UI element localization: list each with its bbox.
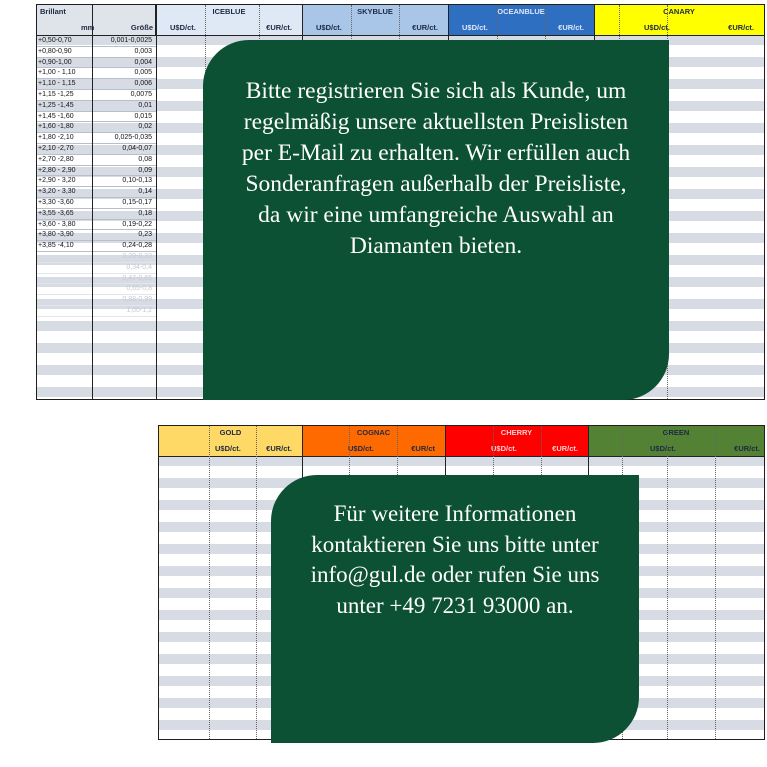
grid-line bbox=[715, 426, 716, 739]
groesse-cell: 0,14 bbox=[138, 188, 152, 196]
usd-label: U$D/ct. bbox=[644, 23, 670, 32]
mm-cell: +1,25 -1,45 bbox=[38, 101, 74, 109]
table-row bbox=[37, 209, 156, 220]
groesse-cell: 0,15-0,17 bbox=[122, 199, 152, 206]
groesse-cell: 0,04-0,07 bbox=[122, 145, 152, 152]
canary-name: CANARY bbox=[663, 7, 695, 16]
groesse-cell: 0,001-0,0025 bbox=[110, 37, 152, 44]
groesse-cell: 0,24-0,28 bbox=[122, 242, 152, 250]
table-row bbox=[37, 166, 156, 177]
oceanblue-name: OCEANBLUE bbox=[497, 7, 545, 16]
groesse-label: Größe bbox=[130, 23, 153, 32]
groesse-cell: 0,23 bbox=[138, 231, 152, 239]
table-row bbox=[37, 198, 156, 209]
groesse-cell: 0,47-0,65 bbox=[122, 274, 152, 282]
cherry-header bbox=[445, 426, 588, 456]
mm-cell: +2,90 - 3,20 bbox=[38, 177, 76, 185]
table-row bbox=[37, 284, 156, 295]
table-row bbox=[37, 58, 156, 69]
cognac-header bbox=[302, 426, 445, 456]
groesse-cell: 0,025-0,035 bbox=[114, 134, 152, 142]
eur-label: €UR/ct bbox=[411, 444, 435, 453]
table-row bbox=[37, 90, 156, 101]
mm-cell: +1,45 -1,60 bbox=[38, 112, 74, 120]
table-row bbox=[37, 263, 156, 274]
table-row bbox=[37, 155, 156, 166]
groesse-cell: 0,006 bbox=[134, 80, 152, 88]
mm-cell: +2,70 -2,80 bbox=[38, 155, 74, 163]
usd-label: U$D/ct. bbox=[215, 444, 241, 453]
groesse-cell: 0,18 bbox=[138, 209, 152, 217]
table-row bbox=[37, 133, 156, 144]
usd-label: U$D/ct. bbox=[316, 23, 342, 32]
brillant-label: Brillant bbox=[40, 7, 66, 16]
iceblue-name: ICEBLUE bbox=[212, 7, 246, 16]
mm-cell: +1,80 -2,10 bbox=[38, 134, 74, 142]
groesse-cell: 0,004 bbox=[134, 58, 152, 66]
groesse-cell: 0,0075 bbox=[130, 91, 152, 98]
table-row bbox=[37, 252, 156, 263]
gold-header bbox=[159, 426, 302, 456]
table-row bbox=[37, 241, 156, 252]
eur-label: €UR/ct. bbox=[552, 444, 578, 453]
cherry-name: CHERRY bbox=[500, 428, 533, 437]
mm-cell: +3,80 -3,90 bbox=[38, 231, 74, 239]
green-name: GREEN bbox=[662, 428, 690, 437]
groesse-cell: 0,10-0,13 bbox=[122, 177, 152, 185]
table-stripe bbox=[159, 456, 764, 467]
mm-cell: +3,55 -3,65 bbox=[38, 209, 74, 217]
groesse-cell: 0,65-0,8 bbox=[126, 285, 152, 293]
groesse-cell: 0,09 bbox=[138, 166, 152, 174]
table-row bbox=[37, 187, 156, 198]
brillant-header bbox=[37, 5, 156, 35]
contact-text: Für weitere Informationen kontaktieren Sie uns bitte unter info@gul.de oder rufen Sie uns unter +49 7231 93000 an. bbox=[310, 501, 600, 618]
grid-line bbox=[209, 426, 210, 739]
mm-cell: +0,90-1,00 bbox=[38, 58, 72, 66]
header-rule bbox=[159, 456, 764, 457]
usd-label: U$D/ct. bbox=[170, 23, 196, 32]
contact-callout bbox=[271, 475, 639, 743]
green-header bbox=[588, 426, 764, 456]
table-row bbox=[37, 144, 156, 155]
eur-label: €UR/ct. bbox=[734, 444, 760, 453]
usd-label: U$D/ct. bbox=[348, 444, 374, 453]
table-row bbox=[37, 306, 156, 317]
mm-cell: +1,15 -1,25 bbox=[38, 91, 74, 98]
mm-cell: +0,80-0,90 bbox=[38, 47, 72, 55]
iceblue-header bbox=[156, 5, 302, 35]
oceanblue-header bbox=[448, 5, 594, 35]
table-row bbox=[37, 176, 156, 187]
mm-cell: +3,20 - 3,30 bbox=[38, 188, 76, 196]
mm-label: mm bbox=[81, 23, 95, 32]
grid-line bbox=[92, 5, 93, 399]
table-row bbox=[37, 68, 156, 79]
skyblue-name: SKYBLUE bbox=[357, 7, 393, 16]
eur-label: €UR/ct. bbox=[558, 23, 584, 32]
mm-cell: +2,80 - 2,90 bbox=[38, 166, 76, 174]
mm-cell: +3,60 - 3,80 bbox=[38, 220, 76, 228]
groesse-cell: 0,005 bbox=[134, 69, 152, 77]
mm-cell: +0,50-0,70 bbox=[38, 37, 72, 44]
table-row bbox=[37, 122, 156, 133]
table-row bbox=[37, 36, 156, 47]
grid-line bbox=[667, 426, 668, 739]
registration-callout bbox=[203, 40, 669, 400]
table-row bbox=[37, 47, 156, 58]
groesse-cell: 0,29-0,33 bbox=[122, 253, 152, 260]
table-row bbox=[37, 295, 156, 306]
groesse-cell: 0,08 bbox=[138, 155, 152, 163]
mm-cell: +1,00 - 1,10 bbox=[38, 69, 76, 77]
table-row bbox=[37, 101, 156, 112]
table-row bbox=[37, 220, 156, 231]
grid-line bbox=[156, 5, 157, 399]
skyblue-header bbox=[302, 5, 448, 35]
groesse-cell: 0,02 bbox=[138, 123, 152, 131]
eur-label: €UR/ct. bbox=[728, 23, 754, 32]
registration-text: Bitte registrieren Sie sich als Kunde, um regelmäßig unsere aktuellsten Preislisten per E-Mail zu erhalten. Wir erfüllen auch Sonderanfragen außerhalb der Preisliste, da wir eine umfangreiche Auswahl an Diamanten bieten. bbox=[241, 78, 631, 259]
usd-label: U$D/ct. bbox=[462, 23, 488, 32]
groesse-cell: 0,34-0,4 bbox=[126, 263, 152, 271]
mm-cell: +1,10 - 1,15 bbox=[38, 80, 76, 88]
gold-name: GOLD bbox=[219, 428, 242, 437]
eur-label: €UR/ct. bbox=[412, 23, 438, 32]
mm-cell: +3,85 -4,10 bbox=[38, 242, 74, 250]
groesse-cell: 0,015 bbox=[134, 112, 152, 120]
groesse-cell: 0,01 bbox=[138, 101, 152, 109]
groesse-cell: 1,00-1,2 bbox=[126, 307, 152, 314]
mm-cell: +1,60 -1,80 bbox=[38, 123, 74, 131]
groesse-cell: 0,19-0,22 bbox=[122, 220, 152, 228]
groesse-cell: 0,003 bbox=[134, 47, 152, 55]
groesse-cell: 0,88-0,99 bbox=[122, 296, 152, 304]
grid-line bbox=[256, 426, 257, 739]
mm-cell: +2,10 -2,70 bbox=[38, 145, 74, 152]
table-row bbox=[37, 230, 156, 241]
mm-cell: +3,30 -3,60 bbox=[38, 199, 74, 206]
table-row bbox=[37, 112, 156, 123]
table-row bbox=[37, 79, 156, 90]
usd-label: U$D/ct. bbox=[491, 444, 517, 453]
eur-label: €UR/ct. bbox=[266, 444, 292, 453]
eur-label: €UR/ct. bbox=[266, 23, 292, 32]
usd-label: U$D/ct. bbox=[650, 444, 676, 453]
cognac-name: COGNAC bbox=[356, 428, 391, 437]
table-row bbox=[37, 274, 156, 285]
